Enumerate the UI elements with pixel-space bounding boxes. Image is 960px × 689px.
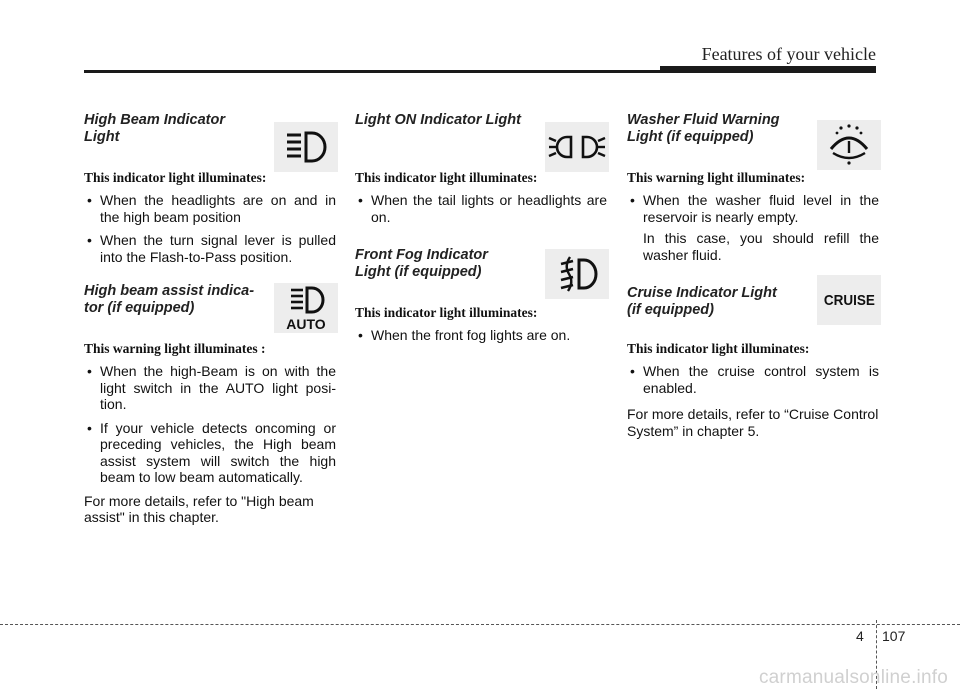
cruise-indicator-icon bbox=[817, 275, 881, 325]
lead-text: This indicator light illuminates: bbox=[355, 170, 538, 185]
section-heading: Cruise Indicator Light (if equipped) bbox=[627, 285, 777, 318]
lead-text: This indicator light illuminates: bbox=[84, 170, 267, 185]
page-header-title: Features of your vehicle bbox=[701, 44, 876, 64]
cruise-badge-text: CRUISE bbox=[823, 291, 875, 309]
lead-text: This warning light illuminates : bbox=[84, 341, 266, 356]
section-heading: Light ON Indicator Light bbox=[355, 112, 521, 128]
high-beam-auto-icon bbox=[274, 283, 338, 333]
washer-fluid-icon bbox=[817, 120, 881, 170]
reference-note: For more details, refer to “Cruise Control System” in chapter 5. bbox=[627, 406, 879, 439]
list-item: • When the headlights are on and in the high beam position bbox=[84, 192, 336, 225]
high-beam-indicator-icon bbox=[274, 122, 338, 172]
tail-light-indicator-icon bbox=[545, 122, 609, 172]
footer-rule bbox=[0, 624, 960, 625]
section-light-on bbox=[355, 112, 607, 170]
list-item: • When the tail lights or headlights are on. bbox=[355, 192, 607, 225]
list-item: • When the turn signal lever is pulled into the Flash-to-Pass position. bbox=[84, 232, 336, 265]
section-front-fog bbox=[355, 247, 607, 305]
section-cruise bbox=[627, 285, 879, 341]
section-heading: High beam assist indica- tor (if equipped) bbox=[84, 283, 255, 316]
bullet-list bbox=[84, 192, 336, 265]
section-high-beam-assist bbox=[84, 283, 336, 341]
reference-note: For more details, refer to "High beam assist" in this chapter. bbox=[84, 492, 314, 525]
column-3 bbox=[627, 104, 879, 439]
list-item: • When the washer fluid level in the reservoir is nearly empty. bbox=[627, 192, 879, 225]
header-tab-bar bbox=[660, 66, 876, 73]
sub-paragraph: In this case, you should refill the washer fluid. bbox=[643, 230, 879, 263]
lead-text: This warning light illuminates: bbox=[627, 170, 806, 185]
section-heading: High Beam Indicator Light bbox=[84, 112, 225, 145]
bullet-list bbox=[84, 363, 336, 486]
column-1 bbox=[84, 104, 336, 526]
list-item: • When the high-Beam is on with the light switch in the AUTO light posi-tion. bbox=[84, 363, 336, 413]
column-2 bbox=[355, 104, 607, 351]
section-washer-fluid bbox=[627, 112, 879, 170]
chapter-number: 4 bbox=[856, 628, 864, 644]
lead-text: This indicator light illuminates: bbox=[627, 341, 810, 356]
section-high-beam bbox=[84, 112, 336, 170]
svg-text:AUTO: AUTO bbox=[286, 316, 326, 331]
bullet-list bbox=[355, 327, 607, 344]
watermark: carmanualsonline.info bbox=[758, 667, 948, 688]
list-item: • If your vehicle detects oncoming or preceding vehicles, the High beam assist system will switch the high beam to low beam automatically. bbox=[84, 420, 336, 486]
list-item: • When the cruise control system is enabled. bbox=[627, 363, 879, 396]
section-heading: Washer Fluid Warning Light (if equipped) bbox=[627, 112, 780, 145]
front-fog-light-icon bbox=[545, 249, 609, 299]
list-item: • When the front fog lights are on. bbox=[355, 327, 607, 344]
section-heading: Front Fog Indicator Light (if equipped) bbox=[355, 247, 488, 280]
bullet-list bbox=[627, 363, 879, 396]
bullet-list bbox=[627, 192, 879, 225]
page-number: 107 bbox=[882, 628, 906, 644]
lead-text: This indicator light illuminates: bbox=[355, 305, 538, 320]
bullet-list bbox=[355, 192, 607, 225]
